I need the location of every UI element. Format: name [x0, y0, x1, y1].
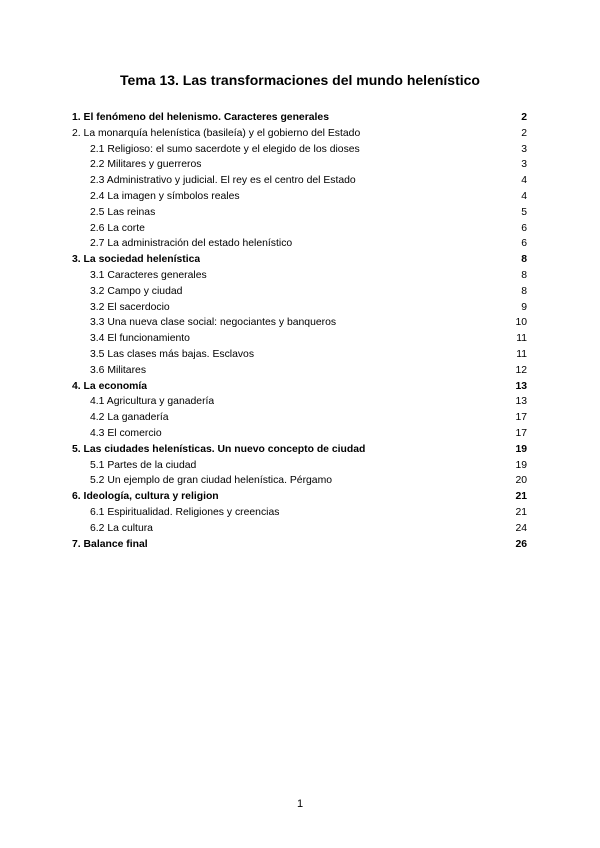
- toc-entry-label: 3.2 El sacerdocio: [90, 301, 170, 313]
- toc-entry[interactable]: [72, 268, 527, 284]
- toc-entry-label: 2.1 Religioso: el sumo sacerdote y el elegido de los dioses: [90, 143, 360, 155]
- toc-entry[interactable]: [72, 379, 527, 395]
- toc-entry[interactable]: [72, 189, 527, 205]
- toc-entry-page: 9: [521, 301, 527, 313]
- toc-entry-page: 21: [515, 491, 527, 503]
- toc-entry-label: 3.6 Militares: [90, 364, 147, 376]
- toc-entry-label: 2. La monarquía helenística (basileía) y el gobierno del Estado: [72, 127, 361, 139]
- toc-entry[interactable]: [72, 410, 527, 426]
- toc-entry[interactable]: [72, 426, 527, 442]
- toc-entry[interactable]: [72, 442, 527, 458]
- toc-entry[interactable]: [72, 489, 527, 505]
- toc-entry-page: 8: [521, 269, 527, 281]
- toc-entry-page: 2: [521, 127, 527, 139]
- toc-entry[interactable]: [72, 394, 527, 410]
- toc-entry-label: 2.4 La imagen y símbolos reales: [90, 190, 240, 202]
- toc-entry-page: 20: [515, 475, 527, 487]
- toc-entry-page: 10: [515, 317, 527, 329]
- toc-entry-label: 7. Balance final: [72, 538, 148, 550]
- toc-entry-page: 17: [515, 427, 527, 439]
- toc-entry-label: 6.1 Espiritualidad. Religiones y creencias: [90, 506, 280, 518]
- toc-entry-label: 1. El fenómeno del helenismo. Caracteres generales: [72, 112, 329, 123]
- table-of-contents: [72, 110, 527, 552]
- toc-entry[interactable]: [72, 284, 527, 300]
- toc-entry-page: 11: [516, 333, 527, 345]
- toc-entry-page: 2: [521, 112, 527, 123]
- toc-entry-page: 24: [515, 522, 527, 534]
- toc-entry-page: 6: [521, 222, 527, 234]
- toc-entry-page: 6: [521, 238, 527, 250]
- toc-entry[interactable]: [72, 458, 527, 474]
- toc-entry[interactable]: [72, 473, 527, 489]
- toc-entry-label: 4.2 La ganadería: [90, 412, 169, 424]
- toc-entry-page: 4: [521, 190, 527, 202]
- toc-entry[interactable]: [72, 537, 527, 553]
- toc-entry[interactable]: [72, 505, 527, 521]
- toc-entry[interactable]: [72, 205, 527, 221]
- toc-entry-page: 12: [515, 364, 527, 376]
- toc-entry-label: 3.5 Las clases más bajas. Esclavos: [90, 348, 255, 360]
- toc-entry-label: 3.3 Una nueva clase social: negociantes y banqueros: [90, 317, 337, 329]
- toc-entry-label: 5.1 Partes de la ciudad: [90, 459, 197, 471]
- toc-entry-page: 5: [521, 206, 527, 218]
- toc-entry[interactable]: [72, 110, 527, 126]
- page-number: 1: [296, 798, 304, 810]
- toc-entry-label: 6. Ideología, cultura y religion: [72, 491, 219, 503]
- toc-entry-label: 3.1 Caracteres generales: [90, 269, 207, 281]
- toc-entry[interactable]: [72, 142, 527, 158]
- toc-entry-page: 13: [515, 396, 527, 408]
- toc-entry[interactable]: [72, 126, 527, 142]
- toc-entry[interactable]: [72, 252, 527, 268]
- toc-entry-page: 26: [515, 538, 527, 550]
- toc-entry-page: 13: [515, 380, 527, 392]
- toc-entry-label: 2.5 Las reinas: [90, 206, 156, 218]
- toc-entry-page: 21: [515, 506, 527, 518]
- toc-entry[interactable]: [72, 521, 527, 537]
- toc-entry-label: 6.2 La cultura: [90, 522, 153, 534]
- toc-entry-label: 4.3 El comercio: [90, 427, 162, 439]
- toc-entry[interactable]: [72, 173, 527, 189]
- toc-entry[interactable]: [72, 315, 527, 331]
- toc-entry-label: 2.7 La administración del estado helenístico: [90, 238, 293, 250]
- toc-entry-page: 8: [521, 285, 527, 297]
- toc-entry-label: 3.4 El funcionamiento: [90, 333, 190, 345]
- toc-entry-label: 4.1 Agricultura y ganadería: [90, 396, 215, 408]
- toc-entry-label: 4. La economía: [72, 380, 148, 392]
- toc-entry-label: 5.2 Un ejemplo de gran ciudad helenística. Pérgamo: [90, 475, 333, 487]
- toc-entry[interactable]: [72, 157, 527, 173]
- toc-entry-label: 3. La sociedad helenística: [72, 254, 201, 266]
- toc-entry-label: 2.2 Militares y guerreros: [90, 159, 202, 171]
- toc-entry[interactable]: [72, 236, 527, 252]
- toc-entry-page: 8: [521, 254, 527, 266]
- toc-entry-page: 19: [515, 459, 527, 471]
- toc-entry[interactable]: [72, 331, 527, 347]
- page-title: Tema 13. Las transformaciones del mundo helenístico: [120, 72, 480, 88]
- toc-entry-label: 5. Las ciudades helenísticas. Un nuevo concepto de ciudad: [72, 443, 366, 455]
- toc-entry-label: 2.6 La corte: [90, 222, 145, 234]
- toc-entry[interactable]: [72, 347, 527, 363]
- toc-entry-page: 3: [521, 159, 527, 171]
- toc-entry-page: 11: [516, 348, 527, 360]
- toc-entry[interactable]: [72, 363, 527, 379]
- toc-entry-label: 3.2 Campo y ciudad: [90, 285, 183, 297]
- toc-entry[interactable]: [72, 221, 527, 237]
- toc-entry[interactable]: [72, 300, 527, 316]
- toc-entry-page: 3: [521, 143, 527, 155]
- toc-entry-page: 17: [515, 412, 527, 424]
- toc-entry-page: 4: [521, 175, 527, 187]
- toc-entry-page: 19: [515, 443, 527, 455]
- toc-entry-label: 2.3 Administrativo y judicial. El rey es el centro del Estado: [90, 175, 356, 187]
